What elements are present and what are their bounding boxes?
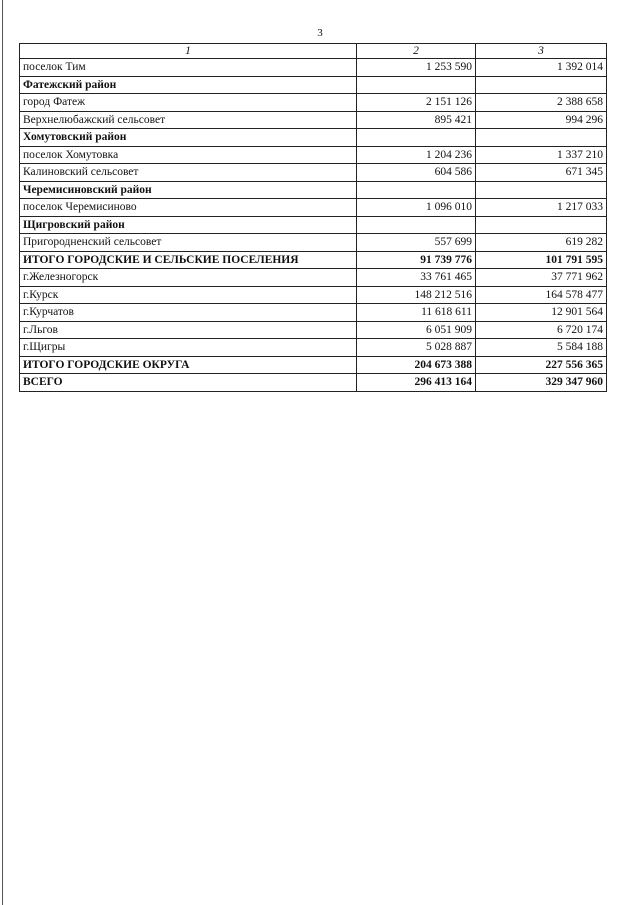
row-name-cell: поселок Хомутовка — [20, 146, 357, 164]
row-name-cell: Калиновский сельсовет — [20, 164, 357, 182]
table-header-row — [20, 44, 607, 59]
district-header-row — [20, 76, 607, 94]
table-row — [20, 94, 607, 112]
row-name-cell: город Фатеж — [20, 94, 357, 112]
row-value-col2-cell: 6 051 909 — [357, 321, 476, 339]
page-number: 3 — [317, 27, 323, 39]
row-value-col3-cell — [476, 76, 607, 94]
table-row — [20, 339, 607, 357]
row-value-col3-cell: 2 388 658 — [476, 94, 607, 112]
row-value-col3-cell: 1 337 210 — [476, 146, 607, 164]
row-name-cell: Щигровский район — [20, 216, 357, 234]
district-header-row — [20, 129, 607, 147]
column-header-3: 3 — [476, 44, 607, 59]
row-value-col3-cell: 671 345 — [476, 164, 607, 182]
total-row — [20, 356, 607, 374]
table-row — [20, 234, 607, 252]
row-name-cell: Хомутовский район — [20, 129, 357, 147]
row-value-col2-cell: 557 699 — [357, 234, 476, 252]
total-row — [20, 374, 607, 392]
row-name-cell: г.Железногорск — [20, 269, 357, 287]
district-header-row — [20, 216, 607, 234]
row-name-cell: г.Щигры — [20, 339, 357, 357]
row-value-col2-cell: 11 618 611 — [357, 304, 476, 322]
row-name-cell: ИТОГО ГОРОДСКИЕ И СЕЛЬСКИЕ ПОСЕЛЕНИЯ — [20, 251, 357, 269]
row-value-col2-cell — [357, 129, 476, 147]
budget-table — [19, 43, 607, 392]
row-value-col3-cell: 6 720 174 — [476, 321, 607, 339]
table-row — [20, 321, 607, 339]
row-value-col2-cell — [357, 216, 476, 234]
table-row — [20, 304, 607, 322]
row-value-col2-cell: 604 586 — [357, 164, 476, 182]
row-value-col3-cell: 329 347 960 — [476, 374, 607, 392]
row-value-col3-cell: 12 901 564 — [476, 304, 607, 322]
table-row — [20, 164, 607, 182]
row-value-col2-cell: 148 212 516 — [357, 286, 476, 304]
table-row — [20, 269, 607, 287]
table-row — [20, 59, 607, 77]
row-value-col3-cell — [476, 181, 607, 199]
table-row — [20, 146, 607, 164]
row-value-col2-cell: 204 673 388 — [357, 356, 476, 374]
row-name-cell: поселок Тим — [20, 59, 357, 77]
table-row — [20, 111, 607, 129]
row-value-col2-cell: 1 204 236 — [357, 146, 476, 164]
column-header-1: 1 — [20, 44, 357, 59]
row-value-col3-cell: 994 296 — [476, 111, 607, 129]
row-value-col2-cell — [357, 181, 476, 199]
table-row — [20, 286, 607, 304]
row-name-cell: Фатежский район — [20, 76, 357, 94]
row-value-col2-cell: 895 421 — [357, 111, 476, 129]
row-name-cell: Черемисиновский район — [20, 181, 357, 199]
row-name-cell: ВСЕГО — [20, 374, 357, 392]
row-value-col3-cell — [476, 129, 607, 147]
row-value-col3-cell: 227 556 365 — [476, 356, 607, 374]
column-header-2: 2 — [357, 44, 476, 59]
page-edge-rule — [2, 0, 3, 905]
row-value-col3-cell: 37 771 962 — [476, 269, 607, 287]
row-name-cell: Пригородненский сельсовет — [20, 234, 357, 252]
district-header-row — [20, 181, 607, 199]
row-name-cell: г.Курск — [20, 286, 357, 304]
row-value-col3-cell: 101 791 595 — [476, 251, 607, 269]
row-name-cell: поселок Черемисиново — [20, 199, 357, 217]
row-value-col3-cell — [476, 216, 607, 234]
row-value-col2-cell: 296 413 164 — [357, 374, 476, 392]
row-value-col2-cell: 5 028 887 — [357, 339, 476, 357]
total-row — [20, 251, 607, 269]
row-value-col2-cell: 1 253 590 — [357, 59, 476, 77]
row-value-col3-cell: 619 282 — [476, 234, 607, 252]
row-value-col2-cell: 33 761 465 — [357, 269, 476, 287]
row-name-cell: г.Курчатов — [20, 304, 357, 322]
row-value-col2-cell: 2 151 126 — [357, 94, 476, 112]
table-body — [20, 59, 607, 392]
row-value-col3-cell: 1 217 033 — [476, 199, 607, 217]
row-value-col3-cell: 164 578 477 — [476, 286, 607, 304]
row-name-cell: г.Льгов — [20, 321, 357, 339]
row-value-col2-cell — [357, 76, 476, 94]
row-name-cell: Верхнелюбажский сельсовет — [20, 111, 357, 129]
row-value-col2-cell: 91 739 776 — [357, 251, 476, 269]
table-row — [20, 199, 607, 217]
row-name-cell: ИТОГО ГОРОДСКИЕ ОКРУГА — [20, 356, 357, 374]
row-value-col3-cell: 1 392 014 — [476, 59, 607, 77]
row-value-col2-cell: 1 096 010 — [357, 199, 476, 217]
row-value-col3-cell: 5 584 188 — [476, 339, 607, 357]
